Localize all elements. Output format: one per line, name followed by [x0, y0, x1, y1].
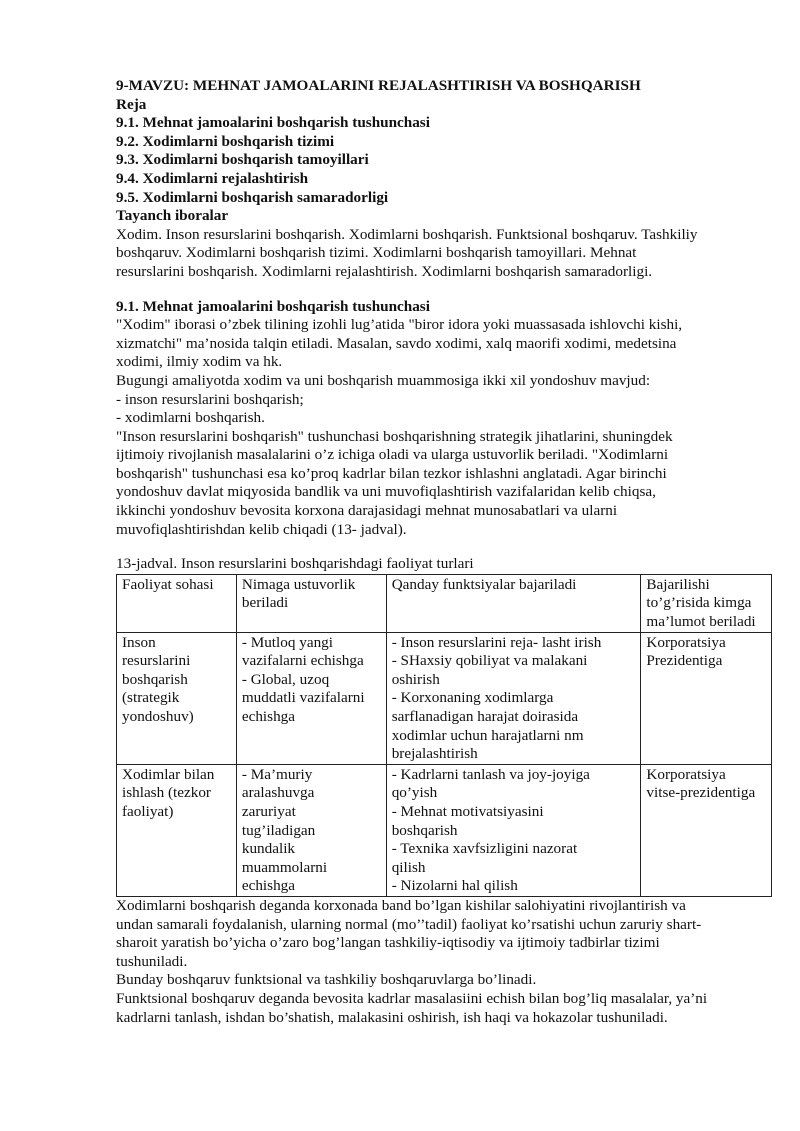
table-cell: Korporatsiya vitse-prezidentiga: [641, 764, 772, 896]
table-cell: Xodimlar bilan ishlash (tezkor faoliyat): [117, 764, 237, 896]
plan-item: 9.3. Xodimlarni boshqarish tamoyillari: [116, 151, 369, 169]
table-cell: - Kadrlarni tanlash va joy-joyiga qo’yish - Mehnat motivatsiyasini boshqarish - Texnika xavfsizligini nazorat qilish - Nizolarni hal qilish: [386, 764, 641, 896]
table-caption: 13-jadval. Inson resurslarini boshqarishdagi faoliyat turlari: [116, 555, 474, 573]
body-line: Bunday boshqaruv funktsional va tashkiliy boshqaruvlarga bo’linadi.: [116, 971, 537, 989]
body-line: tushuniladi.: [116, 952, 188, 970]
body-line: kadrlarni tanlash, ishdan bo’shatish, malakasini oshirish, ish haqi va hokazolar tushuniladi.: [116, 1008, 668, 1026]
body-line: - xodimlarni boshqarish.: [116, 409, 265, 427]
table-header-row: [117, 574, 772, 632]
paragraph-gap: [116, 282, 776, 298]
table-cell: - Inson resurslarini reja- lasht irish - SHaxsiy qobiliyat va malakani oshirish - Korxonaning xodimlarga sarflanadigan harajat doirasida xodimlar uchun harajatlarni nm brejalashtirish: [386, 632, 641, 764]
table-cell: - Ma’muriy aralashuvga zaruriyat tug’iladigan kundalik muammolarni echishga: [236, 764, 386, 896]
body-line: yondoshuv davlat miqyosida bandlik va uni muvofiqlashtirish vazifalaridan kelib chiqsa,: [116, 483, 656, 501]
table-row: [117, 764, 772, 896]
section-heading: 9.1. Mehnat jamoalarini boshqarish tushunchasi: [116, 297, 430, 315]
body-line: ijtimoiy rivojlanish masalalarini o’z ichiga oladi va ularga ustuvorlik beriladi. "Xodimlarni: [116, 446, 669, 464]
body-line: Xodimlarni boshqarish deganda korxonada band bo’lgan kishilar salohiyatini rivojlantirish va: [116, 896, 686, 914]
table-cell: Inson resurslarini boshqarish (strategik yondoshuv): [117, 632, 237, 764]
body-line: muvofiqlashtirishdan kelib chiqadi (13- jadval).: [116, 520, 407, 538]
body-line: Bugungi amaliyotda xodim va uni boshqarish muammosiga ikki xil yondoshuv mavjud:: [116, 371, 651, 389]
header-cell: Nimaga ustuvorlik beriladi: [236, 574, 386, 632]
keywords-line: boshqaruv. Xodimlarni boshqarish tizimi. Xodimlarni boshqarish tamoyillari. Mehnat: [116, 244, 637, 262]
header-cell: Bajarilishi to’g’risida kimga ma’lumot beriladi: [641, 574, 772, 632]
table-row: [117, 632, 772, 764]
body-line: sharoit yaratish bo’yicha o’zaro bog’langan tashkiliy-iqtisodiy va ijtimoiy tadbirlar tizimi: [116, 934, 660, 952]
body-line: boshqarish" tushunchasi esa ko’proq kadrlar bilan tezkor ishlashni anglatadi. Agar birinchi: [116, 464, 667, 482]
body-line: ikkinchi yondoshuv bevosita korxona darajasidagi mehnat munosabatlari va ularni: [116, 502, 618, 520]
body-line: Funktsional boshqaruv deganda bevosita kadrlar masalasiini echish bilan bog’liq masalalar, ya’ni: [116, 989, 708, 1007]
header-cell: Qanday funktsiyalar bajariladi: [386, 574, 641, 632]
plan-item: 9.2. Xodimlarni boshqarish tizimi: [116, 132, 335, 150]
body-line: xodimi, ilmiy xodim va hk.: [116, 353, 283, 371]
document-title: 9-MAVZU: MEHNAT JAMOALARINI REJALASHTIRISH VA BOSHQARISH: [116, 77, 641, 94]
document-page: [116, 77, 776, 1027]
activity-table: [116, 574, 772, 897]
plan-item: 9.1. Mehnat jamoalarini boshqarish tushunchasi: [116, 114, 430, 132]
paragraph-gap: [116, 539, 776, 555]
keywords-line: Xodim. Inson resurslarini boshqarish. Xodimlarni boshqarish. Funktsional boshqaruv. Tashkiliy: [116, 225, 698, 243]
plan-item: 9.5. Xodimlarni boshqarish samaradorligi: [116, 188, 389, 206]
header-cell: Faoliyat sohasi: [117, 574, 237, 632]
table-cell: Korporatsiya Prezidentiga: [641, 632, 772, 764]
body-line: "Inson resurslarini boshqarish" tushunchasi boshqarishning strategik jihatlarini, shuningdek: [116, 427, 673, 445]
table-cell: - Mutloq yangi vazifalarni echishga - Global, uzoq muddatli vazifalarni echishga: [236, 632, 386, 764]
body-line: "Xodim" iborasi o’zbek tilining izohli lug’atida "biror idora yoki muassasada ishlovchi kishi,: [116, 316, 683, 334]
keywords-label: Tayanch iboralar: [116, 207, 229, 225]
plan-item: 9.4. Xodimlarni rejalashtirish: [116, 169, 309, 187]
keywords-line: resurslarini boshqarish. Xodimlarni rejalashtirish. Xodimlarni boshqarish samaradorligi.: [116, 262, 653, 280]
body-line: undan samarali foydalanish, ularning normal (mo’’tadil) faoliyat ko’rsatishi uchun zaruriy shart-: [116, 915, 702, 933]
body-line: - inson resurslarini boshqarish;: [116, 390, 304, 408]
plan-label: Reja: [116, 95, 147, 113]
body-line: xizmatchi" ma’nosida talqin etiladi. Masalan, savdo xodimi, xalq maorifi xodimi, medetsina: [116, 334, 677, 352]
